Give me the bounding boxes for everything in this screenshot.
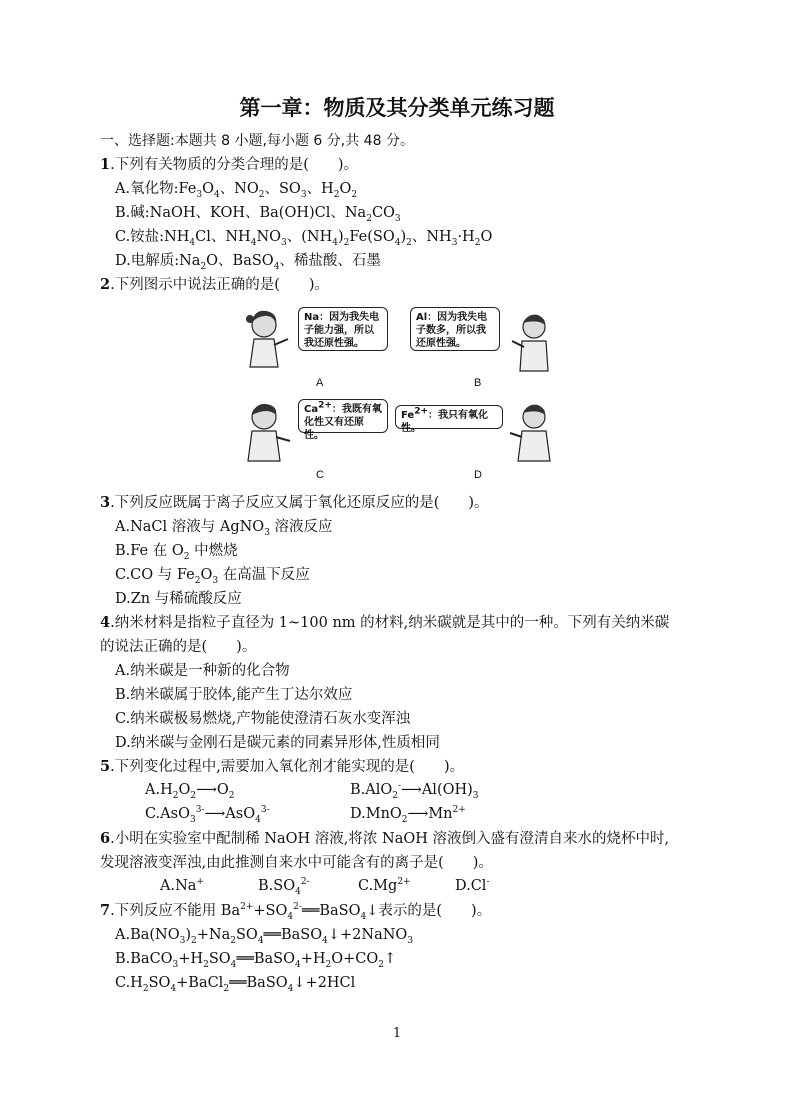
question-5-option-c: C.AsO$_3^{3-}$⟶AsO$_4^{3-}$ (145, 805, 270, 825)
girl-figure-icon (242, 307, 290, 369)
question-6-stem: 6.小明在实验室中配制稀 NaOH 溶液,将浓 NaOH 溶液倒入盛有澄清自来水的烧杯中时, (100, 830, 670, 847)
question-6-option-d: D.Cl- (455, 877, 490, 894)
figure-label-a: A (316, 377, 324, 389)
question-6-option-c: $C.Mg^{2+}$ (358, 877, 411, 894)
question-7-option-a: $A.Ba(NO_3)_2+Na_2SO_4══BaSO_4↓+2NaNO_3$ (115, 927, 414, 946)
question-6-option-b: $B.SO_4^{2-}$ (258, 877, 310, 897)
question-7-option-b: $B.BaCO_3+H_2SO_4══BaSO_4+H_2O+CO_2↑$ (115, 951, 397, 970)
question-2-figure (240, 305, 560, 490)
question-7-option-c: $C.H_2SO_4+BaCl_2══BaSO_4↓+2HCl$ (115, 975, 356, 994)
question-4-option-a: A.纳米碳是一种新的化合物 (115, 663, 290, 679)
question-4-option-b: B.纳米碳属于胶体,能产生丁达尔效应 (115, 687, 353, 703)
section-heading: 一、选择题:本题共 8 小题,每小题 6 分,共 48 分。 (100, 133, 414, 149)
question-4-option-c: C.纳米碳极易燃烧,产物能使澄清石灰水变浑浊 (115, 711, 411, 727)
question-1-stem: 1.下列有关物质的分类合理的是( )。 (100, 156, 359, 173)
question-3-option-d: D.Zn 与稀硫酸反应 (115, 591, 242, 607)
page-title: 第一章：物质及其分类单元练习题 (239, 96, 555, 120)
question-5-option-a: $A.H_2O_2⟶O_2$ (145, 782, 235, 801)
question-6-stem-cont: 发现溶液变浑浊,由此推测自来水中可能含有的离子是( )。 (100, 855, 493, 871)
speech-bubble-c: $Ca^{2+}$：我既有氧化性又有还原性。 (298, 399, 388, 433)
question-5-option-b: $B.AlO_2^-⟶Al(OH)_3$ (350, 781, 479, 801)
question-7-stem: 7.下列反应不能用 $Ba^{2+}+SO_4^{2-}══BaSO_4↓$表示的是( )。 (100, 902, 492, 922)
question-4-option-d: D.纳米碳与金刚石是碳元素的同素异形体,性质相同 (115, 735, 440, 751)
question-4-stem: 4.纳米材料是指粒子直径为 1~100 nm 的材料,纳米碳就是其中的一种。下列有关纳米碳 (100, 614, 670, 631)
figure-label-d: D (474, 469, 482, 481)
speech-bubble-a: Na：因为我失电子能力强，所以我还原性强。 (298, 307, 388, 351)
boy-figure-icon (242, 401, 292, 463)
question-1-option-a: A.氧化物$:Fe_3O_4$、$NO_2$、$SO_3$、$H_2O_2$ (115, 181, 358, 200)
question-5-option-d: $D.MnO_2⟶Mn^{2+}$ (350, 805, 466, 825)
question-2-stem: 2.下列图示中说法正确的是( )。 (100, 276, 330, 293)
boy-figure-icon (508, 401, 558, 463)
question-1-option-c: C.铵盐$:NH_4Cl$、$NH_4NO_3$、$(NH_4)_2Fe(SO_4)_2$、$NH_3\cdot H_2O$ (115, 229, 493, 248)
question-3-option-a: A.NaCl 溶液与 AgNO$_3$ 溶液反应 (115, 519, 333, 538)
question-6-option-a: A.Na+ (160, 877, 204, 894)
figure-label-c: C (316, 469, 324, 481)
speech-bubble-b: Al：因为我失电子数多，所以我还原性强。 (410, 307, 500, 351)
question-3-stem: 3.下列反应既属于离子反应又属于氧化还原反应的是( )。 (100, 494, 489, 511)
question-3-option-c: C.CO 与 $Fe_2O_3$ 在高温下反应 (115, 567, 310, 586)
boy-figure-icon (508, 311, 556, 373)
speech-bubble-d: $Fe^{2+}$：我只有氧化性。 (395, 405, 503, 429)
question-1-option-d: D.电解质$:Na_2O$、BaSO$_4$、稀盐酸、石墨 (115, 253, 381, 272)
question-1-option-b: B.碱:NaOH、KOH、Ba(OH)Cl、$Na_2CO_3$ (115, 205, 401, 224)
figure-label-b: B (474, 377, 482, 389)
question-4-stem-cont: 的说法正确的是( )。 (100, 639, 257, 655)
page-number: 1 (392, 1026, 402, 1041)
question-3-option-b: B.Fe 在 $O_2$ 中燃烧 (115, 543, 238, 562)
question-5-stem: 5.下列变化过程中,需要加入氧化剂才能实现的是( )。 (100, 758, 465, 775)
